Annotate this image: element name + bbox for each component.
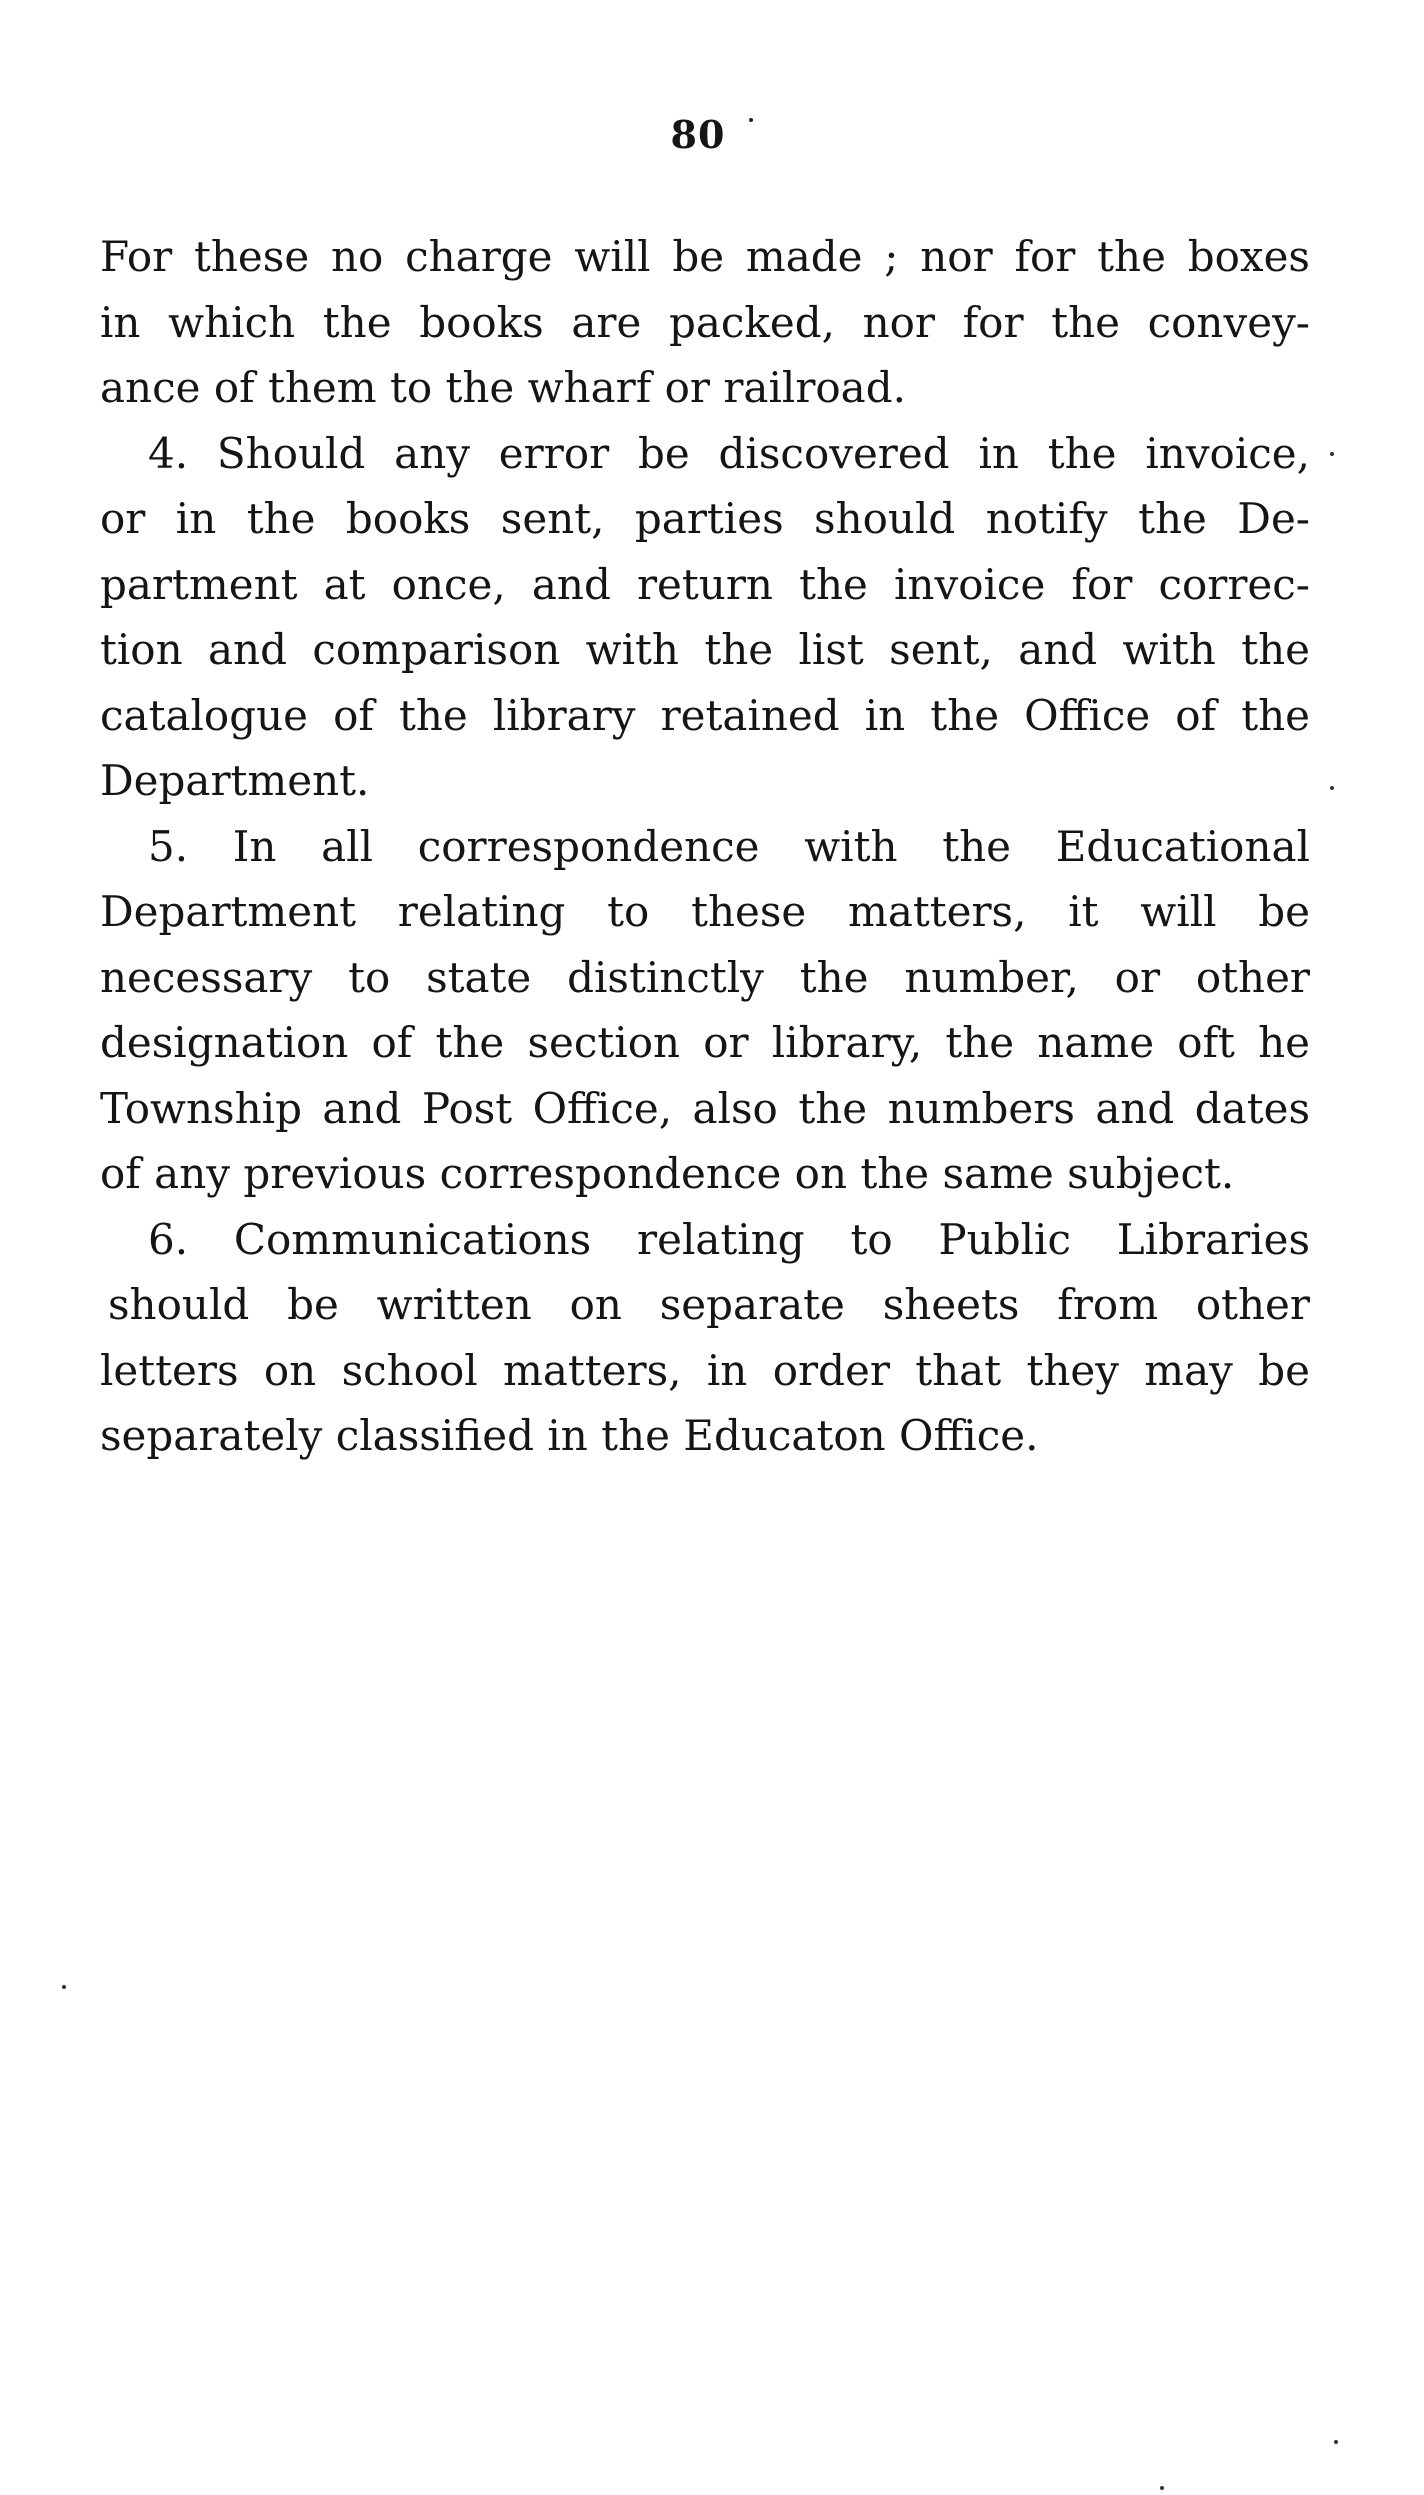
scan-speck	[62, 1985, 66, 1989]
paragraph	[100, 224, 1310, 421]
text-line: partment at once, and return the invoice for correc-	[100, 559, 1310, 609]
scan-speck	[1160, 2486, 1164, 2490]
text-line: 5. In all correspondence with the Educational	[148, 821, 1310, 871]
text-line: should be written on separate sheets from other	[108, 1280, 1310, 1329]
text-line: ance of them to the wharf or railroad.	[100, 363, 906, 412]
page-number: 80	[0, 112, 1424, 157]
text-line: letters on school matters, in order that they may be	[100, 1345, 1310, 1395]
text-line: For these no charge will be made ; nor for the boxes	[100, 232, 1310, 281]
text-line: necessary to state distinctly the number, or other	[100, 952, 1310, 1002]
text-line: designation of the section or library, the name oft he	[100, 1018, 1310, 1067]
text-line: 6. Communications relating to Public Libraries	[148, 1214, 1310, 1264]
body-text	[100, 224, 1310, 1469]
text-line: or in the books sent, parties should notify the De-	[100, 494, 1310, 543]
scan-speck	[1334, 2440, 1338, 2444]
text-line: 4. Should any error be discovered in the invoice,	[148, 428, 1310, 478]
text-line: in which the books are packed, nor for the convey-	[100, 297, 1310, 347]
text-line: Township and Post Office, also the numbers and dates	[100, 1083, 1310, 1133]
scan-speck	[1330, 452, 1334, 456]
text-line: tion and comparison with the list sent, and with the	[100, 625, 1310, 674]
text-line: of any previous correspondence on the same subject.	[100, 1149, 1235, 1198]
scan-speck	[1330, 786, 1334, 790]
paragraph	[100, 814, 1310, 1207]
paragraph	[100, 1207, 1310, 1469]
paragraph	[100, 421, 1310, 814]
text-line: separately classified in the Educaton Office.	[100, 1411, 1039, 1460]
text-line: catalogue of the library retained in the Office of the	[100, 690, 1310, 740]
text-line: Department relating to these matters, it will be	[100, 887, 1310, 936]
text-line: Department.	[100, 756, 370, 805]
